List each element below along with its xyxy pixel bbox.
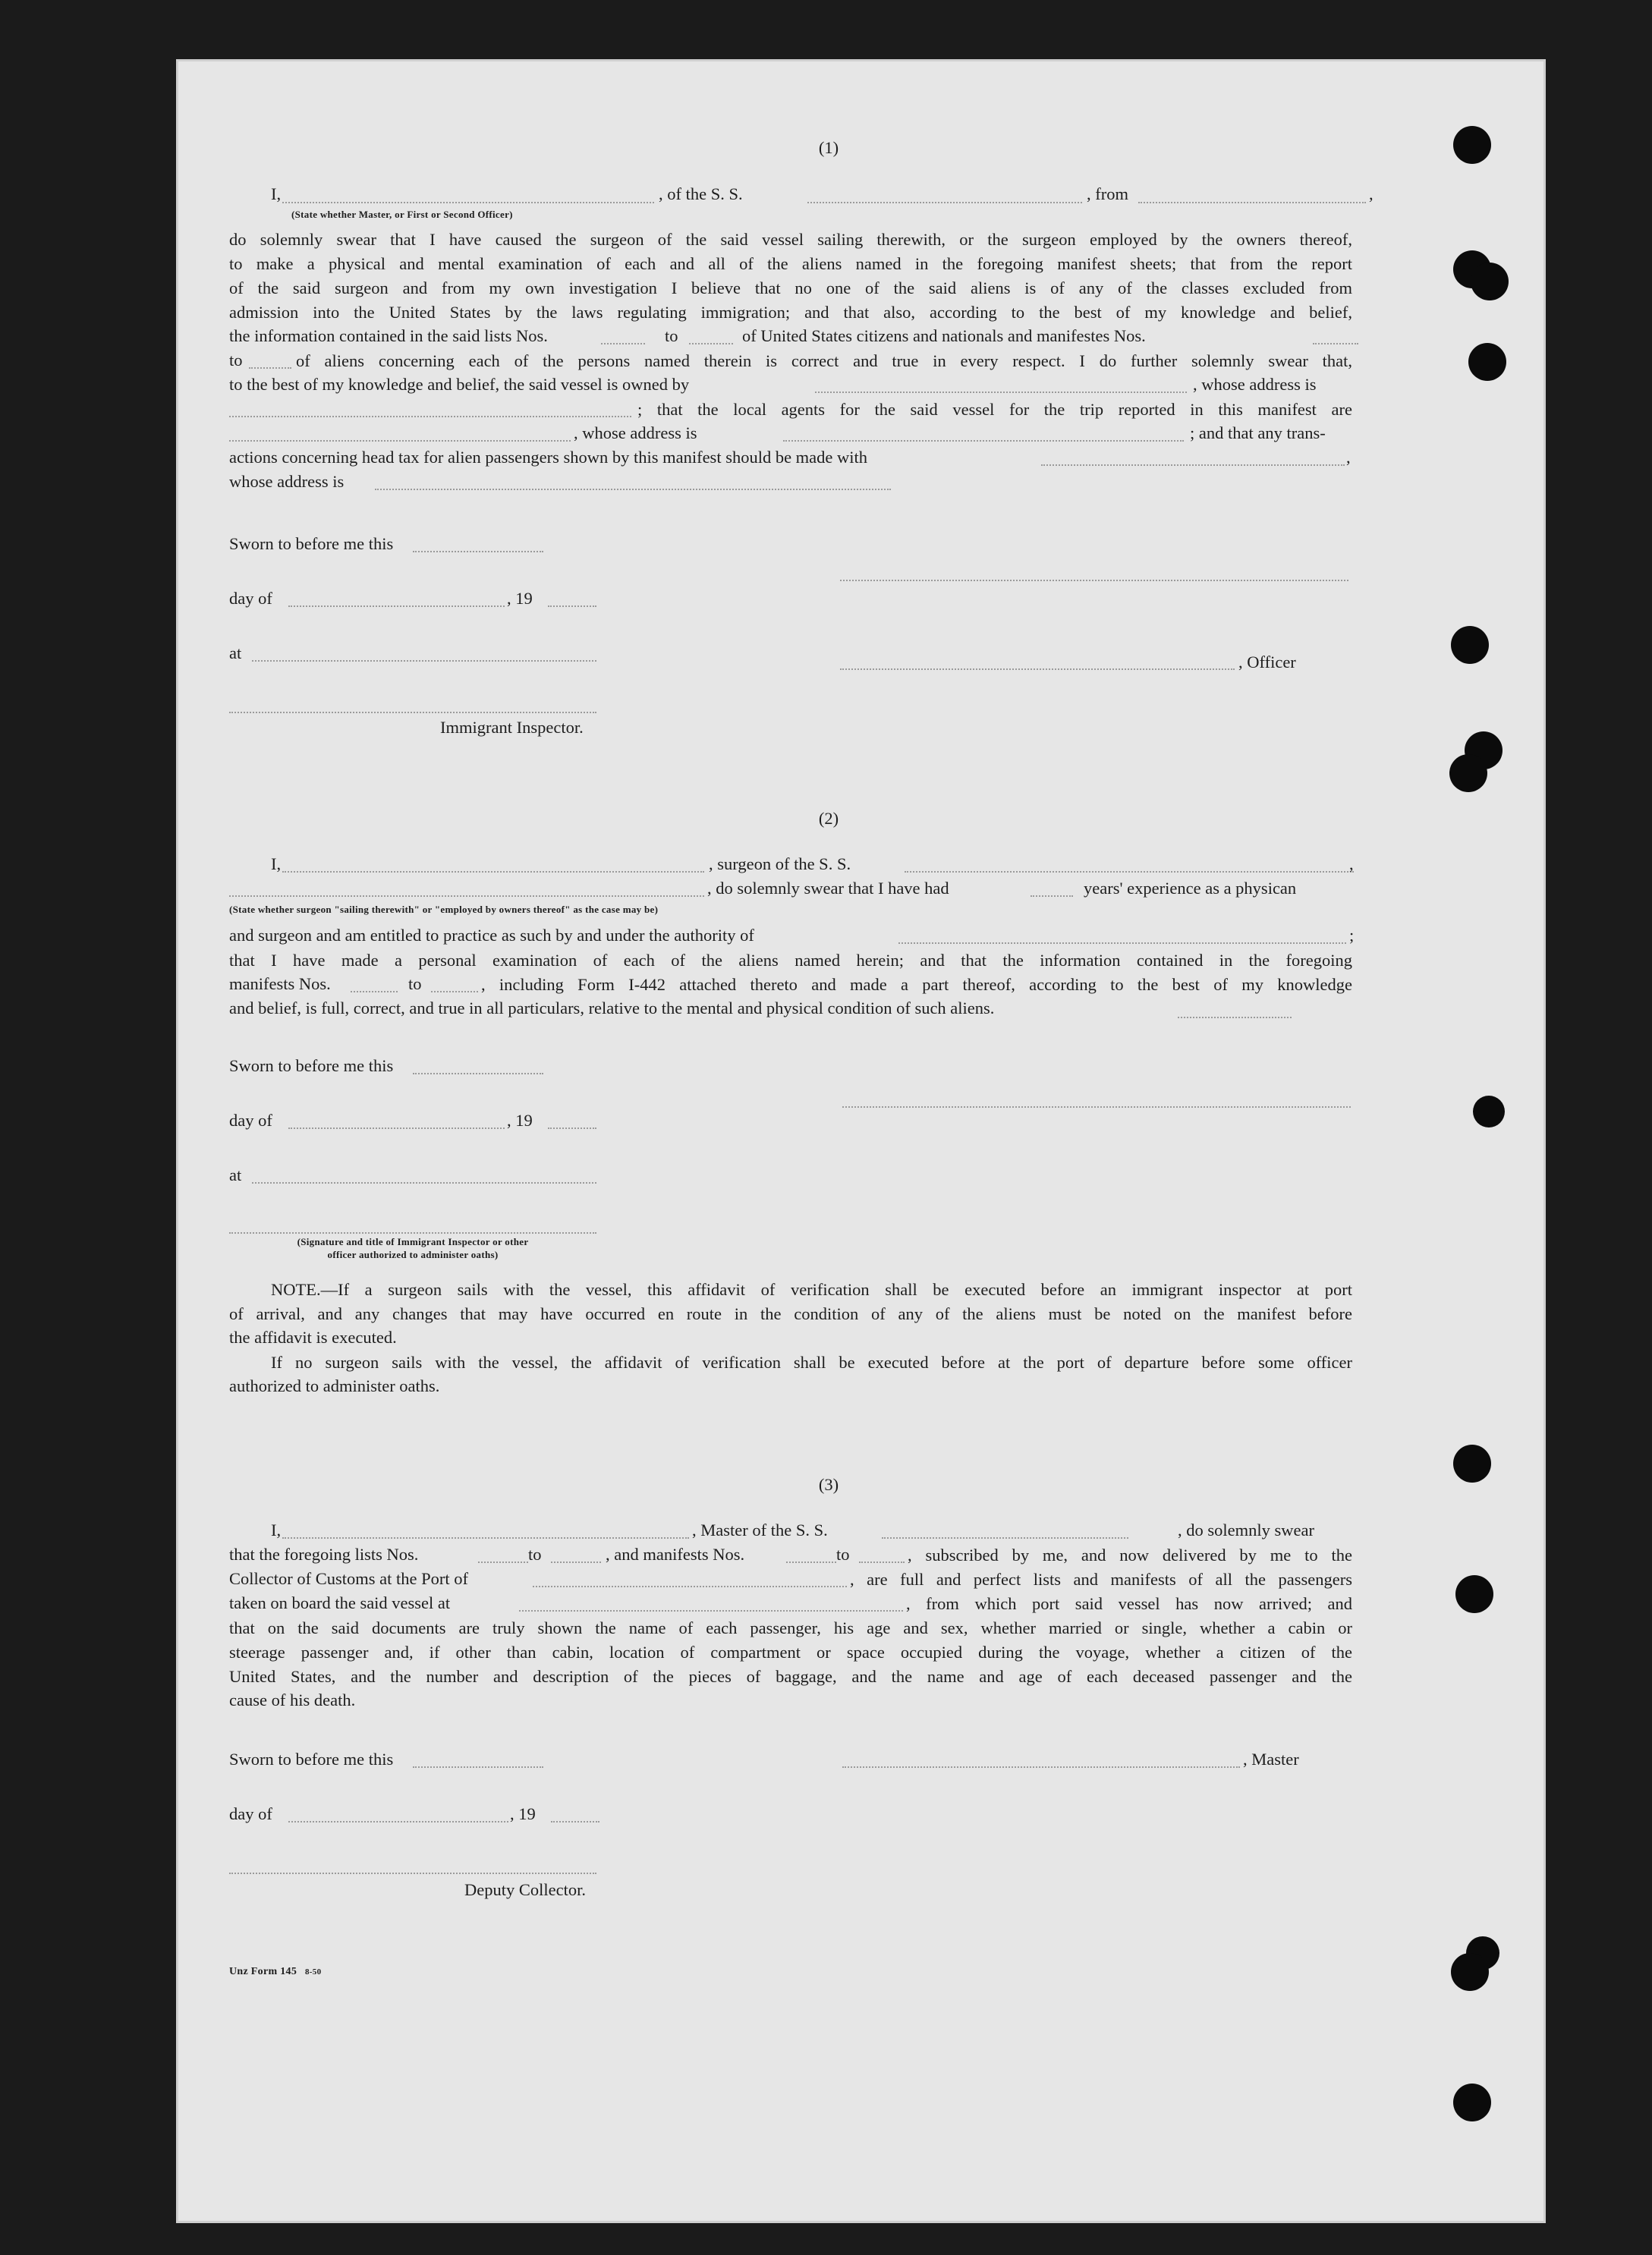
s1-agent-address-label: , whose address is — [574, 423, 697, 442]
s2-inspector-signature-line[interactable] — [229, 1232, 596, 1234]
s1-line-2: to make a physical and mental examination of each and all of the aliens named in the foregoing manifest sheets; that from the report — [229, 254, 1352, 273]
s3-line-7: cause of his death. — [229, 1690, 356, 1709]
s2-line-4-trailing-blank[interactable] — [1178, 1017, 1292, 1018]
section-3-number: (3) — [818, 1475, 839, 1494]
s1-end-comma: , — [1369, 184, 1374, 203]
s3-manifests-label: , and manifests Nos. — [606, 1545, 745, 1564]
s1-sworn-blank[interactable] — [413, 551, 543, 552]
s2-i: I, — [271, 854, 282, 873]
s1-at-blank[interactable] — [252, 660, 596, 662]
s1-vessel-name-blank[interactable] — [807, 202, 1082, 203]
punch-hole — [1453, 2084, 1491, 2121]
s3-i: I, — [271, 1521, 282, 1540]
s2-manifests-from-blank[interactable] — [351, 991, 398, 992]
s1-owner-address-blank[interactable] — [229, 416, 631, 417]
s3-line-4: that on the said documents are truly shown the name of each passenger, his age and sex, whether married or single, whether a cabin or — [229, 1618, 1352, 1637]
s1-inspector: Immigrant Inspector. — [440, 718, 584, 737]
s2-nineteen: , 19 — [507, 1111, 533, 1130]
s2-years-blank[interactable] — [1031, 895, 1073, 897]
s1-of-ss: , of the S. S. — [659, 184, 743, 203]
s2-swear: , do solemnly swear that I have had — [707, 879, 949, 898]
punch-hole — [1471, 263, 1509, 300]
s2-note-2: of arrival, and any changes that may have occurred en route in the condition of any of the aliens must be noted on the manifest before — [229, 1304, 1352, 1323]
s2-note-4: If no surgeon sails with the vessel, the affidavit of verification shall be executed before at the port of departure before some officer — [271, 1353, 1352, 1372]
s3-master: , Master — [1243, 1750, 1299, 1769]
s2-note-1: NOTE.—If a surgeon sails with the vessel, this affidavit of verification shall be executed before an immigrant inspector at port — [271, 1280, 1352, 1299]
s2-note-3: the affidavit is executed. — [229, 1328, 397, 1347]
s2-caption-sig-1: (Signature and title of Immigrant Inspector or other — [297, 1236, 529, 1247]
s2-surgeon-name-blank[interactable] — [282, 871, 704, 873]
s2-authority-blank[interactable] — [898, 942, 1346, 944]
s1-head-tax-address-blank[interactable] — [375, 489, 891, 490]
s3-master-signature-line[interactable] — [842, 1766, 1240, 1768]
s3-lists-label: that the foregoing lists Nos. — [229, 1545, 419, 1564]
s3-master-name-blank[interactable] — [282, 1537, 689, 1539]
s2-line-3: , including Form I-442 attached thereto and made a part thereof, according to the best of my knowledge — [481, 975, 1352, 994]
s1-line-3: of the said surgeon and from my own investigation I believe that no one of the said aliens is of any of the classes excluded from — [229, 278, 1352, 297]
s2-manifests-to-blank[interactable] — [431, 991, 478, 992]
footer-code: 8-50 — [305, 1967, 322, 1977]
s3-sworn-blank[interactable] — [413, 1766, 543, 1768]
s1-head-tax: actions concerning head tax for alien passengers shown by this manifest should be made with — [229, 448, 868, 467]
s3-manifests-from-blank[interactable] — [786, 1562, 836, 1563]
punch-hole — [1453, 126, 1491, 164]
s2-day-of: day of — [229, 1111, 272, 1130]
s2-at-blank[interactable] — [252, 1182, 596, 1184]
punch-hole — [1473, 1096, 1505, 1128]
s2-semicolon: ; — [1349, 926, 1355, 945]
s1-sworn: Sworn to before me this — [229, 534, 394, 553]
s1-agents-blank[interactable] — [229, 440, 571, 442]
s2-line-2: that I have made a personal examination of each of the aliens named herein; and that the information contained in the foregoing — [229, 951, 1352, 970]
s1-lists-label: the information contained in the said lists Nos. — [229, 326, 548, 345]
punch-hole — [1468, 343, 1506, 381]
s1-line-1: do solemnly swear that I have caused the surgeon of the said vessel sailing therewith, or the surgeon employed by the owners thereof, — [229, 230, 1352, 249]
s1-agent-address-blank[interactable] — [783, 440, 1184, 442]
s2-at: at — [229, 1165, 242, 1184]
s3-day-blank[interactable] — [288, 1821, 508, 1823]
s1-officer-line[interactable] — [840, 668, 1235, 670]
s3-year-blank[interactable] — [551, 1821, 599, 1823]
s1-port-from-blank[interactable] — [1138, 202, 1366, 203]
footer-form: Unz Form 145 — [229, 1966, 297, 1977]
s1-officer: , Officer — [1238, 653, 1296, 671]
s2-sworn-blank[interactable] — [413, 1073, 543, 1074]
s1-line-4: admission into the United States by the laws regulating immigration; and that also, according to the best of my knowledge and belief, — [229, 303, 1352, 322]
section-2-number: (2) — [818, 809, 839, 828]
s1-caption-officer: (State whether Master, or First or Second Officer) — [291, 209, 513, 220]
punch-hole — [1451, 1953, 1489, 1991]
s3-day-of: day of — [229, 1804, 272, 1823]
s3-sworn: Sworn to before me this — [229, 1750, 394, 1769]
s1-manifests-to-blank[interactable] — [249, 367, 291, 369]
s1-owner-blank[interactable] — [815, 392, 1187, 393]
s2-years-experience: years' experience as a physican — [1084, 879, 1297, 898]
s3-deputy-line[interactable] — [229, 1873, 596, 1874]
s1-line-6: of aliens concerning each of the persons named therein is correct and true in every respect. I do further solemnly swear that, — [296, 351, 1352, 370]
s1-trans: ; and that any trans- — [1190, 423, 1326, 442]
document-page — [176, 59, 1546, 2223]
s3-deputy-collector: Deputy Collector. — [464, 1880, 586, 1899]
s3-line-5: steerage passenger and, if other than cabin, location of compartment or space occupied during the voyage, whether a citizen of the — [229, 1643, 1352, 1662]
s3-line-6: United States, and the number and description of the pieces of baggage, and the name and age of each deceased passenger and the — [229, 1667, 1352, 1686]
s1-from: , from — [1087, 184, 1128, 203]
s1-year-blank[interactable] — [548, 605, 596, 607]
s3-arrived: , from which port said vessel has now arrived; and — [906, 1594, 1352, 1613]
s3-vessel-blank[interactable] — [882, 1537, 1128, 1539]
s2-note-5: authorized to administer oaths. — [229, 1376, 440, 1395]
s3-manifests-to: to — [836, 1545, 850, 1564]
punch-hole — [1449, 754, 1487, 792]
s2-line-4: and belief, is full, correct, and true in all particulars, relative to the mental and physical condition of such aliens. — [229, 999, 995, 1017]
s2-day-blank[interactable] — [288, 1128, 505, 1129]
punch-hole — [1455, 1575, 1493, 1613]
s1-line-8: ; that the local agents for the said vessel for the trip reported in this manifest are — [637, 400, 1352, 419]
s2-surgeon-type-blank[interactable] — [229, 895, 704, 897]
s2-vessel-blank[interactable] — [905, 871, 1354, 873]
s3-master-of-ss: , Master of the S. S. — [692, 1521, 828, 1540]
s1-inspector-line[interactable] — [229, 712, 596, 713]
s2-manifests-label: manifests Nos. — [229, 974, 331, 993]
s1-nineteen: , 19 — [507, 589, 533, 608]
s3-manifests-to-blank[interactable] — [859, 1562, 905, 1563]
s1-i: I, — [271, 184, 282, 203]
s1-owned-by: to the best of my knowledge and belief, the said vessel is owned by — [229, 375, 690, 394]
s2-signature-line[interactable] — [842, 1106, 1351, 1108]
s1-manifests-to: to — [229, 351, 243, 370]
s2-caption-surgeon: (State whether surgeon "sailing therewith" or "employed by owners thereof" as the case may be) — [229, 904, 659, 915]
s3-collector: Collector of Customs at the Port of — [229, 1569, 468, 1588]
s3-port-blank[interactable] — [533, 1586, 847, 1587]
s1-lists-to-blank[interactable] — [689, 343, 733, 344]
s2-year-blank[interactable] — [548, 1128, 596, 1129]
s1-day-of: day of — [229, 589, 272, 608]
s2-authority: and surgeon and am entitled to practice as such by and under the authority of — [229, 926, 754, 945]
s3-taken-on-board: taken on board the said vessel at — [229, 1593, 451, 1612]
s3-lists-from-blank[interactable] — [478, 1562, 528, 1563]
s3-port-boarded-blank[interactable] — [519, 1610, 903, 1612]
s1-citizens-text: of United States citizens and nationals and manifestes Nos. — [742, 326, 1146, 345]
s1-whose-address: whose address is — [229, 472, 345, 491]
s2-caption-sig-2: officer authorized to administer oaths) — [327, 1249, 499, 1260]
s2-sworn: Sworn to before me this — [229, 1056, 394, 1075]
s2-end-comma: , — [1349, 854, 1354, 873]
s1-manifests-from-blank[interactable] — [1313, 343, 1358, 344]
s2-manifests-to: to — [408, 974, 422, 993]
s2-surgeon-of-ss: , surgeon of the S. S. — [709, 854, 851, 873]
s1-head-tax-blank[interactable] — [1041, 464, 1345, 466]
s1-signature-line[interactable] — [840, 580, 1348, 581]
s3-subscribed: , subscribed by me, and now delivered by me to the — [908, 1546, 1352, 1565]
s1-head-tax-comma: , — [1346, 448, 1351, 467]
s3-nineteen: , 19 — [510, 1804, 536, 1823]
punch-hole — [1451, 626, 1489, 664]
s1-owner-address-label: , whose address is — [1193, 375, 1317, 394]
s3-lists-to-blank[interactable] — [551, 1562, 601, 1563]
s1-lists-from-blank[interactable] — [601, 343, 645, 344]
section-1-number: (1) — [818, 138, 839, 157]
s3-lists-to: to — [528, 1545, 542, 1564]
s3-full-perfect: , are full and perfect lists and manifests of all the passengers — [850, 1570, 1352, 1589]
s1-lists-to: to — [665, 326, 678, 345]
s1-at: at — [229, 643, 242, 662]
punch-hole — [1453, 1445, 1491, 1483]
s3-swear: , do solemnly swear — [1178, 1521, 1314, 1540]
s1-day-blank[interactable] — [288, 605, 505, 607]
